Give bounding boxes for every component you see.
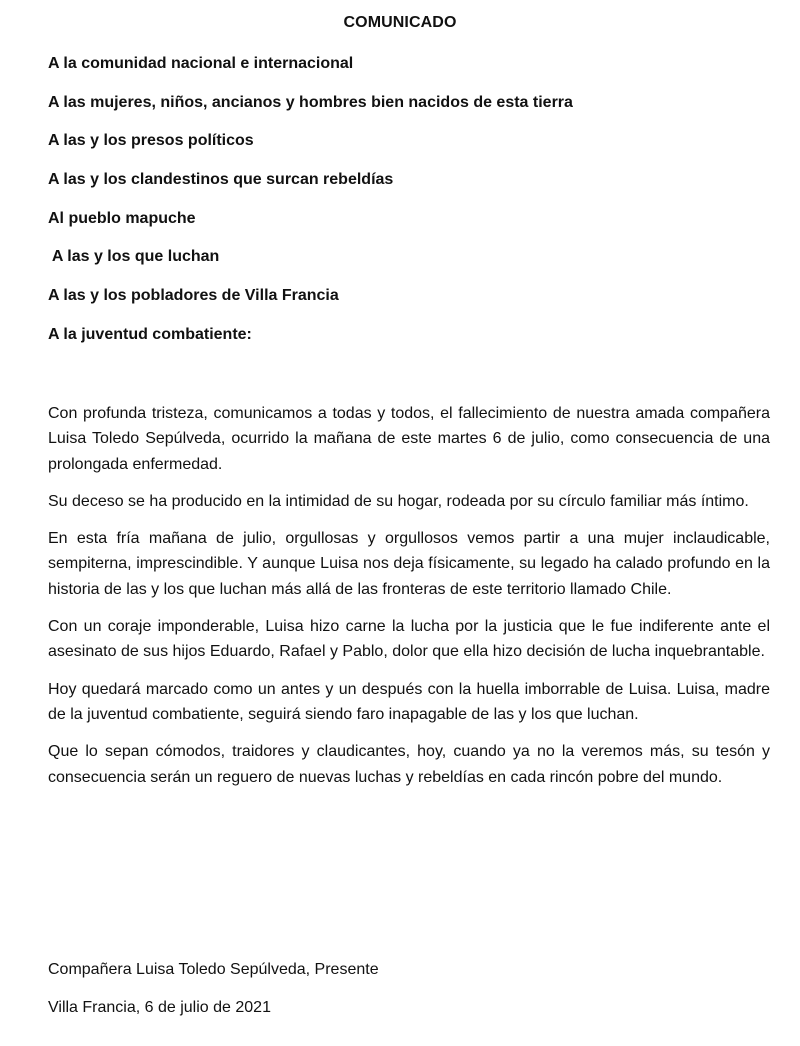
closing-line: Compañera Luisa Toledo Sepúlveda, Presente <box>48 961 379 978</box>
recipient-line: A la juventud combatiente: <box>48 325 252 343</box>
recipient-line: A las y los clandestinos que surcan rebeldías <box>48 171 394 189</box>
body-text <box>48 401 770 802</box>
place-date-line: Villa Francia, 6 de julio de 2021 <box>48 999 271 1016</box>
body-paragraph: En esta fría mañana de julio, orgullosas y orgullosos vemos partir a una mujer inclaudicable, sempiterna, imprescindible. Y aunque Luisa nos deja físicamente, su legado ha calado profundo en la historia de las y los que luchan más allá de las fronteras de este territorio llamado Chile. <box>48 530 770 598</box>
recipients-list <box>48 54 768 364</box>
body-paragraph: Con un coraje imponderable, Luisa hizo carne la lucha por la justicia que le fue indiferente ante el asesinato de sus hijos Eduardo, Rafael y Pablo, dolor que ella hizo decisión de lucha inquebrantable. <box>48 618 770 661</box>
document-title: COMUNICADO <box>343 14 457 31</box>
recipient-line: A las y los pobladores de Villa Francia <box>48 287 339 305</box>
body-paragraph: Su deceso se ha producido en la intimidad de su hogar, rodeada por su círculo familiar más íntimo. <box>48 492 749 510</box>
recipient-line: A la comunidad nacional e internacional <box>48 55 354 72</box>
recipient-line: A las y los que luchan <box>48 248 220 266</box>
recipient-line: Al pueblo mapuche <box>48 209 196 227</box>
body-paragraph: Que lo sepan cómodos, traidores y claudicantes, hoy, cuando ya no la veremos más, su tesón y consecuencia serán un reguero de nuevas luchas y rebeldías en cada rincón pobre del mundo. <box>48 743 770 786</box>
body-paragraph: Con profunda tristeza, comunicamos a todas y todos, el fallecimiento de nuestra amada compañera Luisa Toledo Sepúlveda, ocurrido la mañana de este martes 6 de julio, como consecuencia de una prolongada enfermedad. <box>48 405 770 473</box>
recipient-line: A las y los presos políticos <box>48 132 254 150</box>
body-paragraph: Hoy quedará marcado como un antes y un después con la huella imborrable de Luisa. Luisa, madre de la juventud combatiente, seguirá siendo faro inapagable de las y los que luchan. <box>48 680 770 723</box>
recipient-line: A las mujeres, niños, ancianos y hombres bien nacidos de esta tierra <box>48 93 573 111</box>
